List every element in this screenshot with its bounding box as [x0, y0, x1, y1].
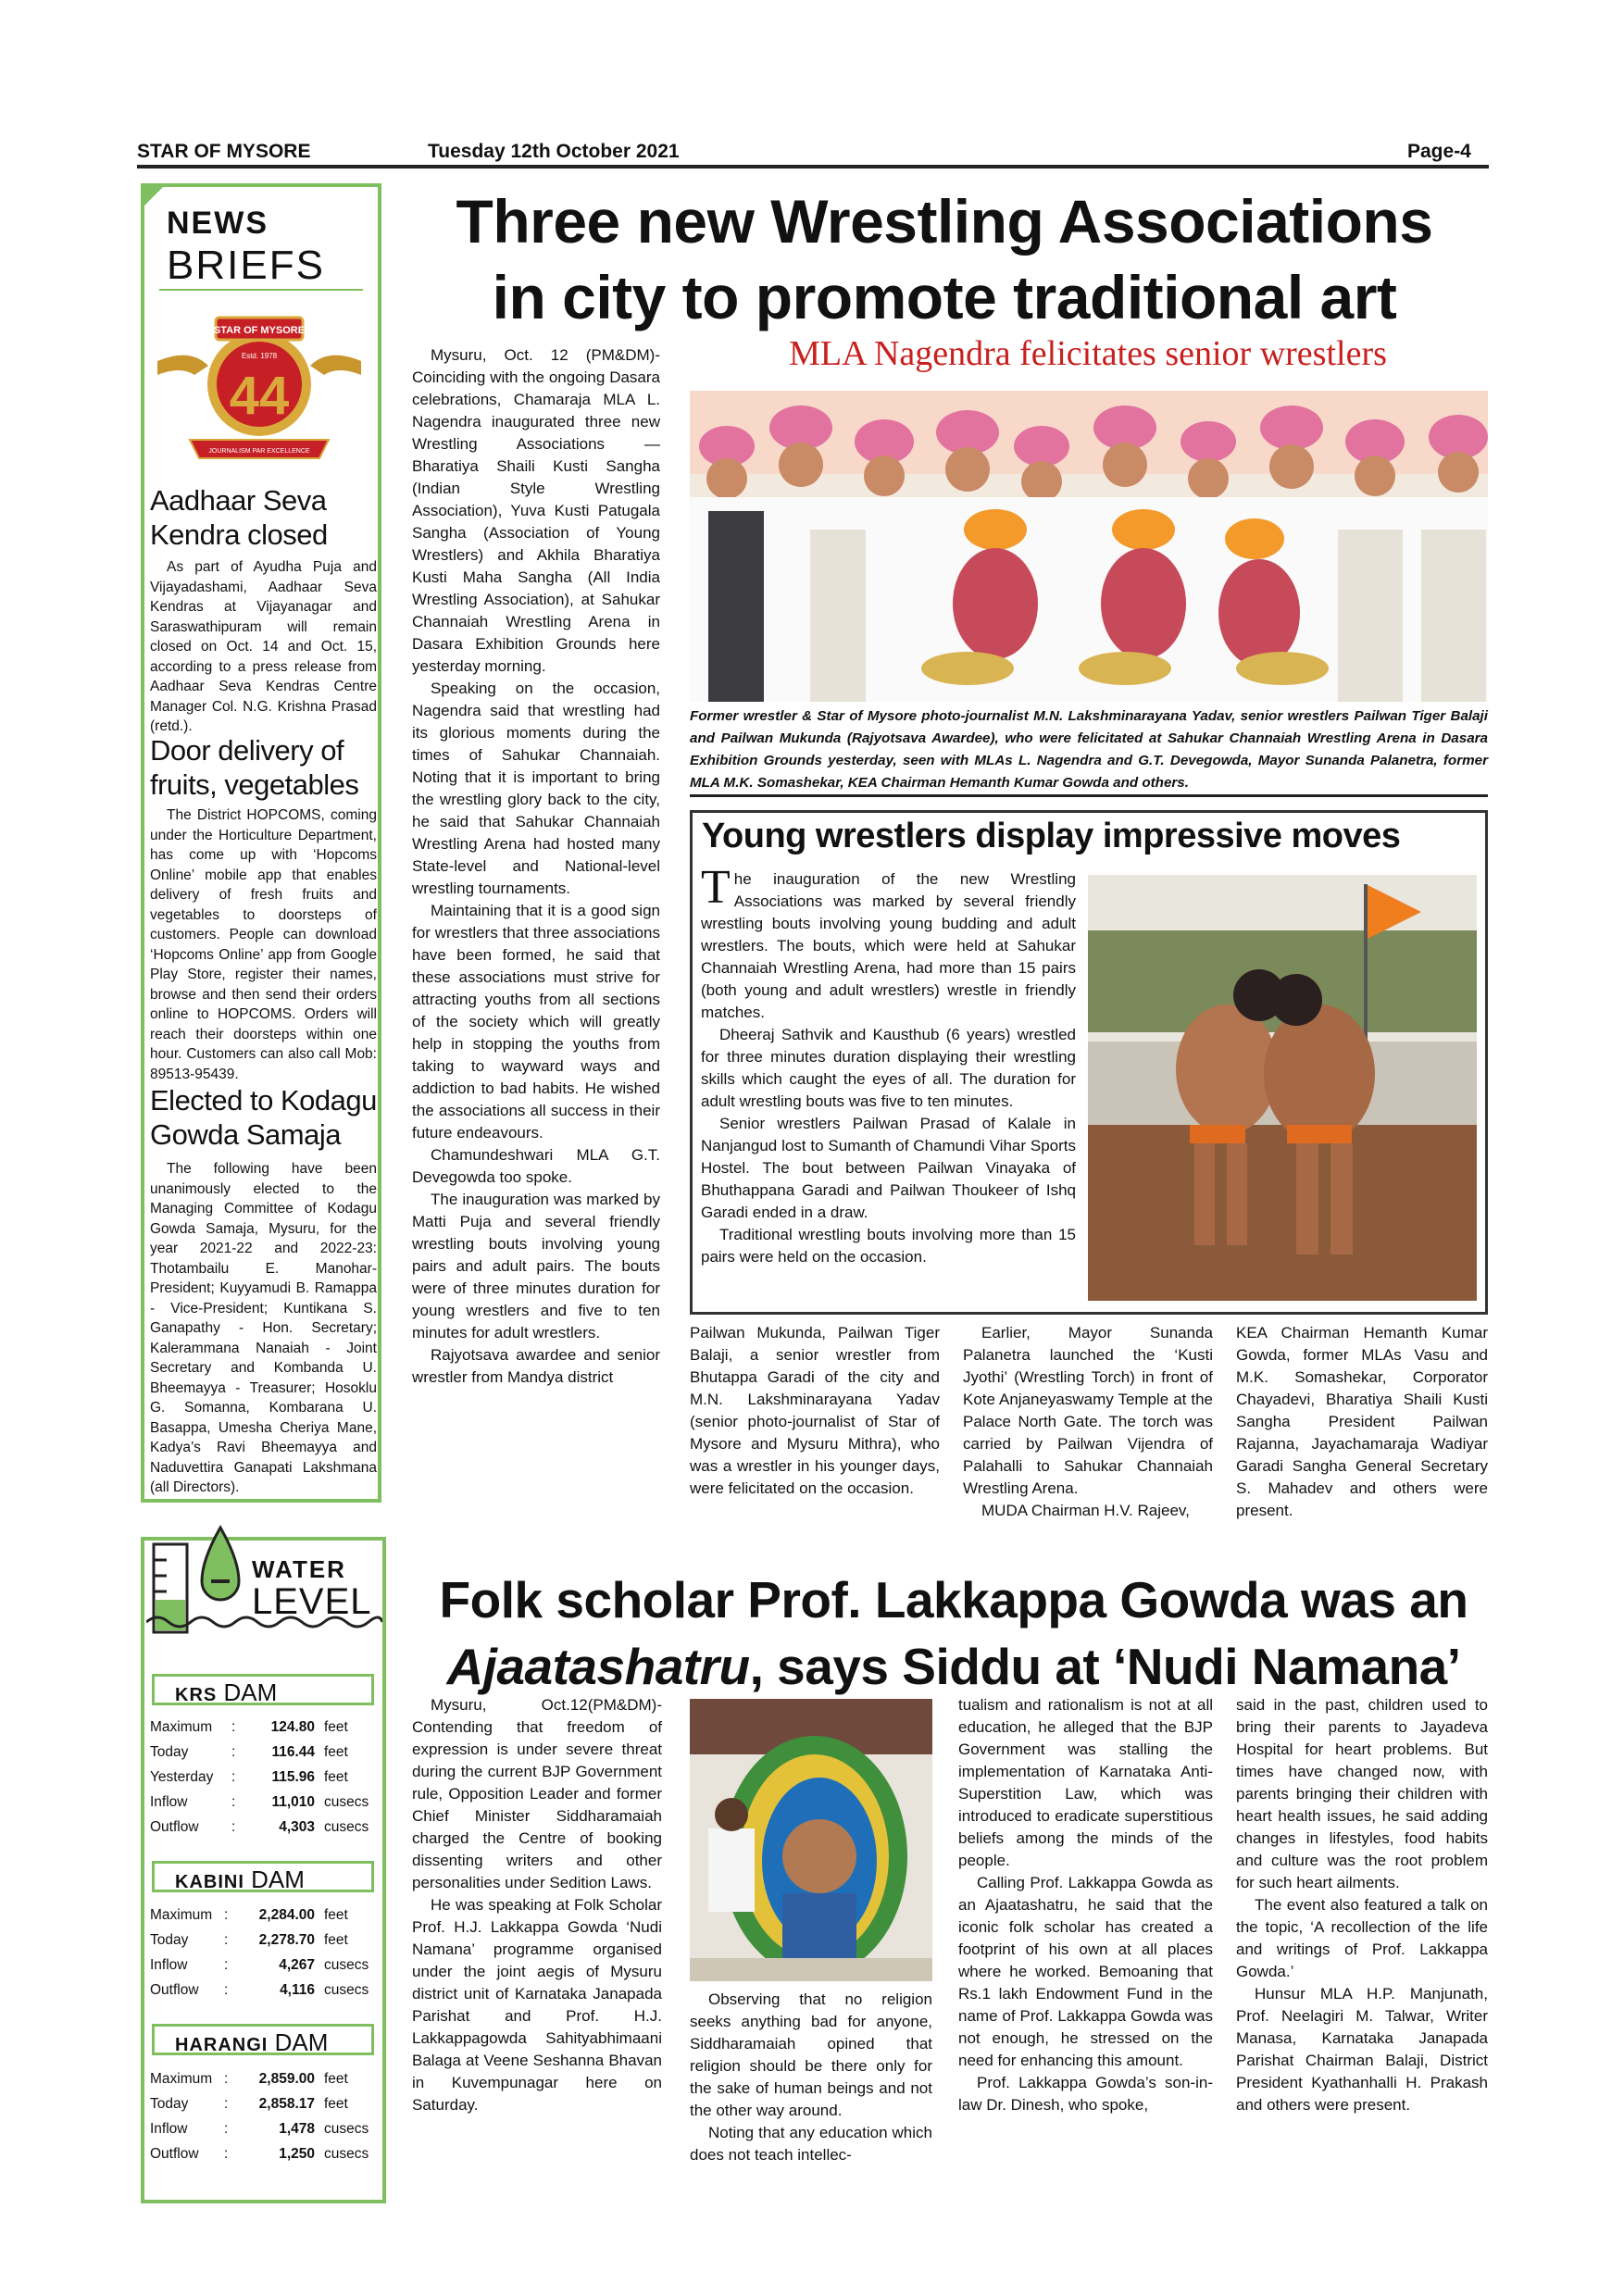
kabini-dam-name: KABINI — [175, 1872, 244, 1892]
krs-dam-table: Maximum : 124.80 feet Today : 116.44 feet Yesterday : 115.96 feet Inflow : 11,010 cusecs Outflow : 4,303 cusecs — [150, 1718, 369, 1835]
krs-dam-suffix: DAM — [223, 1678, 278, 1706]
story2-headline — [407, 1566, 1500, 1700]
young-wrestlers-text: The inauguration of the new Wrestling Associations was marked by several friendly wrestling bouts involving young budding and adult wrestlers. The bouts, which were held at Sahukar Channaiah Wrestling Arena, had more than 15 pairs (both young and adult wrestlers) wrestle in friendly matches. Dheeraj Sathvik and Kausthub (6 years) wrestled for three minutes duration displaying their wrestling skills which caught the eyes of all. The duration for adult wrestling bouts was five to ten minutes. Senior wrestlers Pailwan Prasad of Kalale in Nanjangud lost to Sumanth of Chamundi Vihar Sports Hostel. The bout between Pailwan Vinayaka of Bhuthappana Garadi and Pailwan Thoukeer of Ishq Garadi ended in a draw. Traditional wrestling bouts involving more than 15 pairs were held on the occasion. — [701, 861, 1076, 1266]
brief-2-headline: Door delivery of fruits, vegetables — [150, 734, 359, 801]
story1-column-2: Pailwan Mukunda, Pailwan Tiger Balaji, a senior wrestler from Bhutappa Garadi of the city and M.N. Lakshminarayana Yadav (senior photo-journalist of Star of Mysore and Mysuru Mithra), who was a wrestler in his younger days, were felicitated on the occasion. — [690, 1324, 940, 1497]
kabini-dam-suffix: DAM — [251, 1866, 305, 1893]
caption-rule — [690, 794, 1488, 797]
header-rule — [137, 165, 1489, 168]
story2-column-2: Observing that no religion seeks anything bad for anyone, Siddharamaiah opined that religion should be there only for the sake of human beings and not the other way around. Noting that any education which does not teach intellec- — [690, 1990, 932, 2164]
story2-column-1: Mysuru, Oct.12(PM&DM)- Contending that freedom of expression is under severe threat during the current BJP Government rule, Opposition Leader and former Chief Minister Siddharamaiah charged the Centre of booking dissenting writers and other personalities under Sedition Laws. He was speaking at Folk Scholar Prof. H.J. Lakkappa Gowda ‘Nudi Namana’ programme organised under the joint aegis of Mysuru district unit of Karnataka Janapada Parishat and Prof. H.J. Lakkappagowda Sahityabhimaani Balaga at Veene Seshanna Bhavan in Kuvempunagar here on Saturday. — [412, 1696, 662, 2114]
story2-headline-rest: , says Siddu at ‘Nudi Namana’ — [749, 1638, 1461, 1695]
water-title: WATER — [252, 1555, 346, 1583]
logo-top-text: STAR OF MYSORE — [213, 325, 306, 336]
logo-number: 44 — [229, 366, 290, 426]
story1-column-3: Earlier, Mayor Sunanda Palanetra launched the ‘Kusti Jyothi’ (Wrestling Torch) in front of Kote Anjaneyaswamy Temple at the Palace North Gate. The torch was carried by Pailwan Vijendra of Palahalli to Sahukar Channaiah Wrestling Arena. MUDA Chairman H.V. Rajeev, — [963, 1324, 1213, 1519]
logo-ribbon-text: JOURNALISM PAR EXCELLENCE — [208, 448, 310, 455]
story1-headline-line2: in city to promote traditional art — [492, 263, 1397, 331]
young-wrestlers-title: Young wrestlers display impressive moves — [702, 817, 1401, 855]
briefs-rule — [159, 289, 363, 291]
story2-headline-italic: Ajaatashatru — [446, 1638, 750, 1695]
brief-3-headline: Elected to Kodagu Gowda Samaja — [150, 1084, 377, 1151]
story1-subhead: MLA Nagendra felicitates senior wrestlers — [789, 334, 1387, 373]
dropcap: T — [701, 861, 731, 914]
story2-column-4: said in the past, children used to bring their parents to Jayadeva Hospital for heart problems. But times have changed now, with parents bringing their children with heart health issues, he said adding changes in lifestyles, food habits and culture was the root problem for such heart ailments. The event also featured a talk on the topic, ‘A recollection of the life and writings of Prof. Lakkappa Gowda.’ Hunsur MLA H.P. Manjunath, Prof. Neelagiri M. Talwar, Writer Manasa, Karnataka Janapada Parishat Chairman Balaji, District President Kyathanhalli H. Prakash and others were present. — [1236, 1696, 1488, 2114]
brief-1-body: As part of Ayudha Puja and Vijayadashami, Aadhaar Seva Kendras at Vijayanagar and Saraswathipuram will remain closed on Oct. 14 and Oct. 15, according to a press release from Aadhaar Seva Kendras Centre Manager Col. N.G. Krishna Prasad (retd.). — [150, 559, 377, 734]
page-number: Page-4 — [1407, 141, 1471, 162]
kabini-dam-table: Maximum : 2,284.00 feet Today : 2,278.70 feet Inflow : 4,267 cusecs Outflow : 4,116 cusecs — [150, 1906, 369, 1998]
story1-headline — [389, 183, 1500, 335]
brief-3-body: The following have been unanimously elected to the Managing Committee of Kodagu Gowda Samaja, Mysuru, for the year 2021-22 and 2022-23: Thotambailu E. Manohar- President; Kuyyamudi B. Ramappa - Vice-President; Kuntikana S. Ganapathy - Hon. Secretary; Kalerammana Nanaiah - Joint Secretary and Kombanda U. Bheemayya - Treasurer; Hosoklu G. Somanna, Kombarana U. Basappa, Umesha Cheriya Mane, Kadya’s Ravi Bheemayya and Naduvettira Ganapati Lakshmana (all Directors). — [150, 1161, 377, 1495]
felicitation-photo — [690, 391, 1488, 702]
story2-headline-line1: Folk scholar Prof. Lakkappa Gowda was an — [439, 1571, 1468, 1628]
harangi-dam-header — [152, 2024, 374, 2055]
story1-column-4: KEA Chairman Hemanth Kumar Gowda, former MLAs Vasu and M.K. Somashekar, Corporator Chayadevi, Bharatiya Shaili Kusti Sangha President Pailwan Rajanna, Jayachamaraja Wadiyar Garadi Sangha General Secretary S. Mahadev and others were present. — [1236, 1324, 1488, 1519]
kabini-dam-header — [152, 1861, 374, 1892]
brief-1-headline: Aadhaar Seva Kendra closed — [150, 484, 328, 551]
story1-column-1: Mysuru, Oct. 12 (PM&DM)- Coinciding with the ongoing Dasara celebrations, Chamaraja MLA L. Nagendra inaugurated three new Wrestling Associations — Bharatiya Shaili Kusti Sangha (Indian Style Wrestling Association), Yuva Kusti Patugala Sangha (Association of Young Wrestlers) and Akhila Bharatiya Kusti Maha Sangha (All India Wrestling Association), at Sahukar Channaiah Wrestling Arena in Dasara Exhibition Grounds here yesterday morning. Speaking on the occasion, Nagendra said that wrestling had its glorious moments during the times of Sahukar Channaiah. Noting that it is important to bring the wrestling glory back to the city, he said that Sahukar Channaiah Wrestling Arena had hosted many State-level and National-level wrestling tournaments. Maintaining that it is a good sign for wrestlers that three associations have been formed, he said that these associations must strive for attracting youths from all sections of the society which will greatly help in stopping the youths from taking to wayward ways and addiction to bad habits. He wished the associations all success in their future endeavours. Chamundeshwari MLA G.T. Devegowda too spoke. The inauguration was marked by Matti Puja and several friendly wrestling bouts involving young pairs and adult pairs. The bouts were of three minutes duration for young wrestlers and five to ten minutes for adult wrestlers. Rajyotsava awardee and senior wrestler from Mandya district — [412, 346, 660, 1386]
brief-2-body: The District HOPCOMS, coming under the Horticulture Department, has come up with ‘Hopcoms Online’ mobile app that enables delivery of fresh fruits and vegetables to doorsteps of customers. People can download ‘Hopcoms Online’ app from Google Play Store, register their names, browse and then send their orders online to HOPCOMS. Orders will reach their doorsteps within one hour. Customers can also call Mob: 89513-95439. — [150, 807, 377, 1082]
felicitation-caption: Former wrestler & Star of Mysore photo-journalist M.N. Lakshminarayana Yadav, senior wrestlers Pailwan Tiger Balaji and Pailwan Mukunda (Rajyotsava Awardee), who were felicitated at Sahukar Channaiah Wrestling Arena in Dasara Exhibition Grounds yesterday, seen with MLAs L. Nagendra and G.T. Devegowda, Mayor Sunanda Palanetra, former MLA M.K. Somashekar, KEA Chairman Hemanth Kumar Gowda and others. — [690, 708, 1488, 791]
harangi-dam-name: HARANGI — [175, 2035, 269, 2055]
krs-dam-name: KRS — [175, 1685, 218, 1705]
briefs-title: NEWS — [167, 206, 269, 241]
logo-estd-text: Estd. 1978 — [241, 352, 278, 360]
story1-headline-line1: Three new Wrestling Associations — [456, 187, 1433, 256]
young-wrestlers-photo — [1088, 875, 1477, 1301]
krs-dam-header — [152, 1674, 374, 1705]
harangi-dam-table: Maximum : 2,859.00 feet Today : 2,858.17 feet Inflow : 1,478 cusecs Outflow : 1,250 cusecs — [150, 2070, 369, 2162]
story2-column-3: tualism and rationalism is not at all education, he alleged that the BJP Government was stalling the implementation of Karnataka Anti-Superstition Law, which was introduced to eradicate superstitious beliefs among the minds of the people. Calling Prof. Lakkappa Gowda as an Ajaatashatru, he said that the iconic folk scholar has created a footprint of his own at all places where he worked. Bemoaning that Rs.1 lakh Endowment Fund in the name of Prof. Lakkappa Gowda was not enough, he stressed on the need for enhancing this amount. Prof. Lakkappa Gowda’s son-in-law Dr. Dinesh, who spoke, — [958, 1696, 1213, 2114]
star-of-mysore-44-logo — [153, 310, 366, 468]
harangi-dam-suffix: DAM — [274, 2028, 329, 2056]
paper-name: STAR OF MYSORE — [137, 141, 311, 162]
briefs-subtitle: BRIEFS — [167, 243, 325, 288]
lakkappa-gowda-tribute-photo — [690, 1699, 932, 1981]
water-subtitle: LEVEL — [252, 1581, 372, 1622]
issue-date: Tuesday 12th October 2021 — [428, 141, 680, 162]
